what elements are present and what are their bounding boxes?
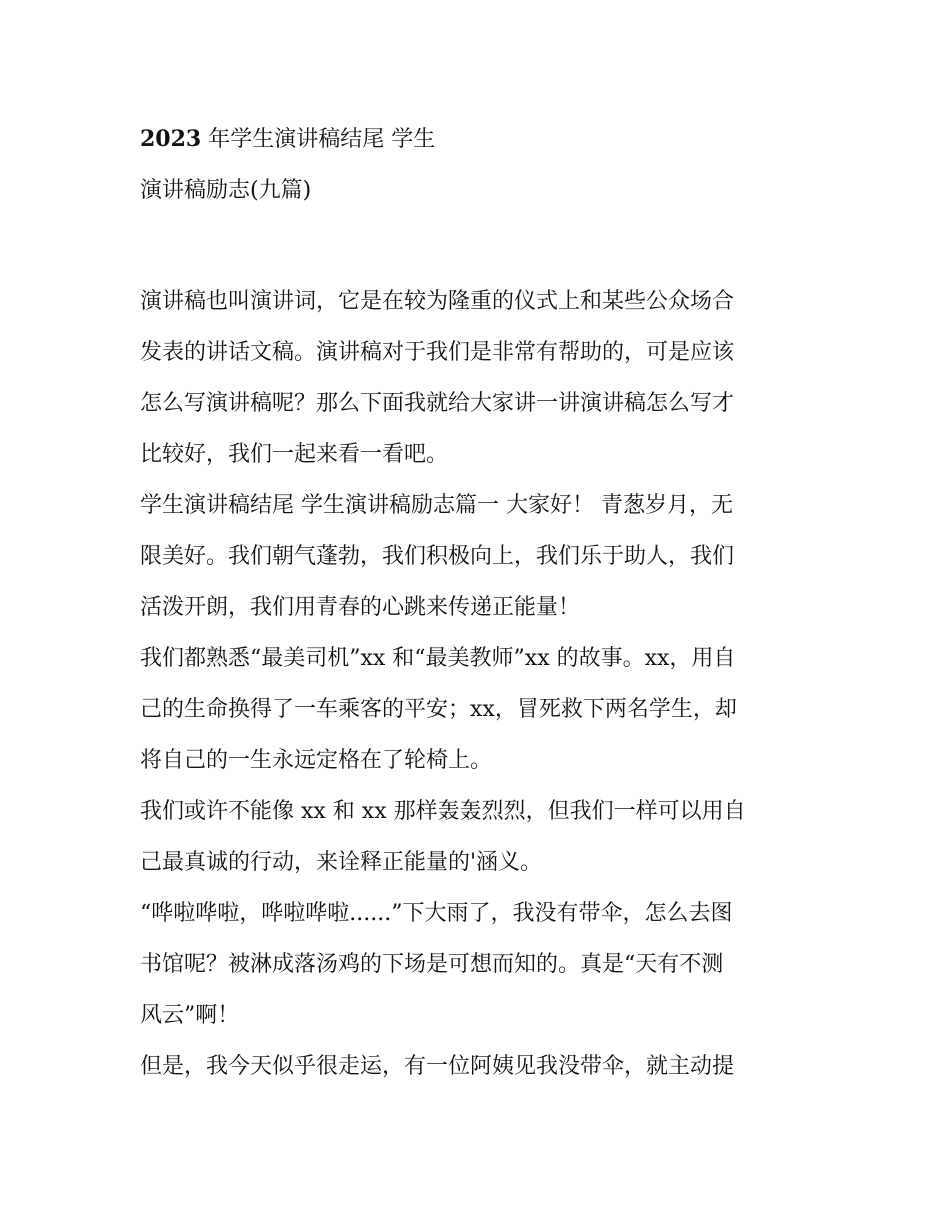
title-year: 2023 [140,126,202,152]
text-line: 演讲稿也叫演讲词，它是在较为隆重的仪式上和某些公众场合 [140,289,735,314]
text-line: 我们或许不能像 xx 和 xx 那样轰轰烈烈，但我们一样可以用自 [140,799,746,824]
text-line: 限美好。我们朝气蓬勃，我们积极向上，我们乐于助人，我们 [140,544,735,569]
title-line-2: 演讲稿励志(九篇) [140,178,312,203]
text-line: 己最真诚的行动，来诠释正能量的'涵义。 [140,850,543,875]
paragraph-positive-energy [140,786,820,888]
title-line-1 [140,114,820,165]
text-line: 怎么写演讲稿呢？那么下面我就给大家讲一讲演讲稿怎么写才 [140,391,735,416]
text-line: 己的生命换得了一车乘客的平安；xx，冒死救下两名学生，却 [140,697,737,722]
text-line: “哗啦哗啦，哗啦哗啦......”下大雨了，我没有带伞，怎么去图 [140,901,733,926]
document-title [140,114,820,216]
text-line: 书馆呢？被淋成落汤鸡的下场是可想而知的。真是“天有不测 [140,952,724,977]
text-line: 但是，我今天似乎很走运，有一位阿姨见我没带伞，就主动提 [140,1054,735,1079]
text-line: 活泼开朗，我们用青春的心跳来传递正能量！ [140,595,581,620]
paragraph-role-models [140,633,820,786]
text-line: 比较好，我们一起来看一看吧。 [140,442,449,467]
text-line: 风云”啊！ [140,1003,240,1028]
paragraph-rain [140,888,820,1041]
paragraph-intro [140,276,820,480]
paragraph-umbrella [140,1041,820,1092]
title-line-1-text: 年学生演讲稿结尾 学生 [201,127,436,152]
document-body [140,276,820,1092]
text-line: 发表的讲话文稿。演讲稿对于我们是非常有帮助的，可是应该 [140,340,735,365]
paragraph-speech-one [140,480,820,633]
text-line: 将自己的一生永远定格在了轮椅上。 [140,748,493,773]
text-line: 学生演讲稿结尾 学生演讲稿励志篇一 大家好！ 青葱岁月，无 [140,493,733,518]
text-line: 我们都熟悉“最美司机”xx 和“最美教师”xx 的故事。xx，用自 [140,646,736,671]
